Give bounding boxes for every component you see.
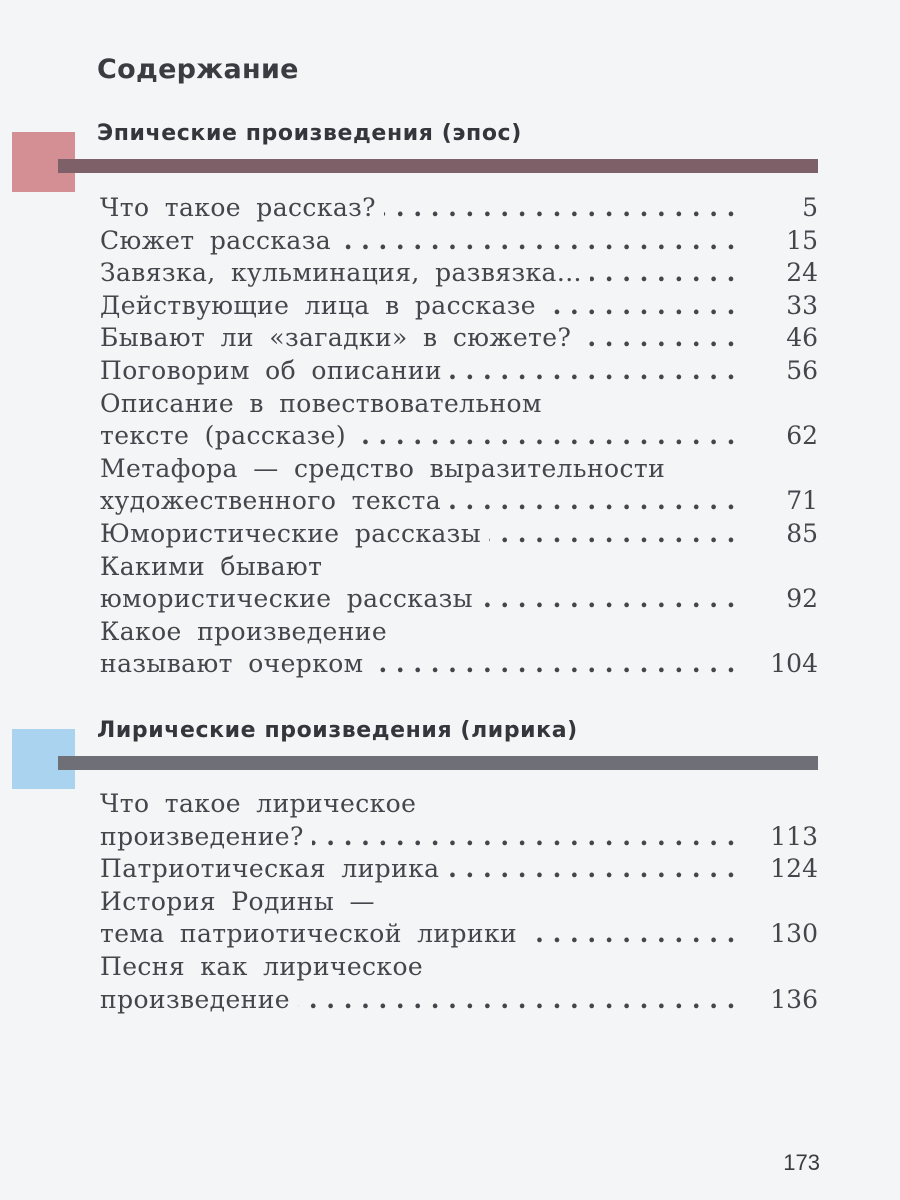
toc-entry-line-with-page [100,485,818,518]
toc-entry-title: юмористические рассказы [100,584,481,613]
toc-entry[interactable] [100,192,818,225]
section-epic-bar [58,159,818,173]
toc-entry-page-number: 62 [778,420,818,453]
toc-entry[interactable] [100,388,818,453]
page-number: 173 [783,1150,820,1175]
toc-entry-line-with-page [100,322,818,355]
toc-entry[interactable] [100,453,818,518]
toc-entry[interactable] [100,886,818,951]
toc-entry-line-with-page [100,984,818,1017]
toc-entry[interactable] [100,290,818,323]
toc-entry-page-number: 5 [794,192,818,225]
toc-entry[interactable] [100,951,818,1016]
toc-entry-page-number: 130 [762,918,818,951]
toc-entry[interactable] [100,355,818,388]
toc-entry-page-number: 71 [778,485,818,518]
toc-entry-page-number: 124 [762,853,818,886]
toc-list-lyric [100,788,818,1016]
toc-entry-title: Завязка, кульминация, развязка... [100,258,590,287]
toc-entry-line [100,388,818,421]
toc-entry-page-number: 85 [778,518,818,551]
toc-entry-page-number: 56 [778,355,818,388]
toc-entry[interactable] [100,257,818,290]
toc-entry-line-with-page [100,583,818,616]
toc-entry-title: Сюжет рассказа [100,226,339,255]
toc-entry-title: Метафора — средство выразительности [100,454,673,483]
toc-entry-line [100,788,818,821]
toc-entry[interactable] [100,225,818,258]
toc-entry-line [100,551,818,584]
toc-entry-page-number: 136 [762,984,818,1017]
toc-entry-title: тема патриотической лирики [100,919,525,948]
toc-entry-line-with-page [100,192,818,225]
toc-entry-page-number: 33 [778,290,818,323]
toc-entry[interactable] [100,322,818,355]
toc-entry-title: Действующие лица в рассказе [100,291,544,320]
toc-entry[interactable] [100,616,818,681]
toc-entry-title: Какими бывают [100,552,330,581]
toc-entry-line-with-page [100,648,818,681]
toc-entry-page-number: 24 [778,257,818,290]
toc-entry-line [100,886,818,919]
toc-entry-title: Что такое лирическое [100,789,424,818]
toc-entry-title: произведение? [100,822,312,851]
toc-entry-title: Описание в повествовательном [100,389,550,418]
toc-entry[interactable] [100,551,818,616]
toc-entry-title: Патриотическая лирика [100,854,447,883]
section-lyric-bar [58,756,818,770]
toc-entry-page-number: 15 [778,225,818,258]
toc-entry-line [100,616,818,649]
toc-entry[interactable] [100,788,818,853]
toc-entry-line-with-page [100,821,818,854]
section-epic-heading: Эпические произведения (эпос) [97,121,522,146]
toc-entry-page-number: 92 [778,583,818,616]
toc-entry-line-with-page [100,918,818,951]
toc-entry[interactable] [100,853,818,886]
toc-entry-title: произведение [100,985,298,1014]
toc-entry-line-with-page [100,257,818,290]
toc-entry-title: История Родины — [100,887,383,916]
toc-entry-line-with-page [100,355,818,388]
toc-entry-line [100,453,818,486]
toc-entry-line [100,951,818,984]
toc-entry-title: Какое произведение [100,617,395,646]
toc-entry-page-number: 46 [778,322,818,355]
toc-entry-title: тексте (рассказе) [100,421,354,450]
toc-entry[interactable] [100,518,818,551]
toc-entry-line-with-page [100,225,818,258]
toc-list-epic [100,192,818,681]
toc-entry-line-with-page [100,420,818,453]
toc-entry-page-number: 113 [762,821,818,854]
toc-entry-title: Песня как лирическое [100,952,431,981]
section-lyric-heading: Лирические произведения (лирика) [97,718,578,743]
toc-entry-title: Бывают ли «загадки» в сюжете? [100,323,579,352]
toc-entry-title: Поговорим об описании [100,356,450,385]
toc-entry-title: называют очерком [100,649,372,678]
toc-entry-line-with-page [100,290,818,323]
page-title: Содержание [97,54,299,85]
toc-entry-title: Что такое рассказ? [100,193,384,222]
toc-entry-line-with-page [100,853,818,886]
toc-entry-page-number: 104 [762,648,818,681]
toc-entry-title: Юмористические рассказы [100,519,489,548]
toc-entry-title: художественного текста [100,486,449,515]
toc-entry-line-with-page [100,518,818,551]
